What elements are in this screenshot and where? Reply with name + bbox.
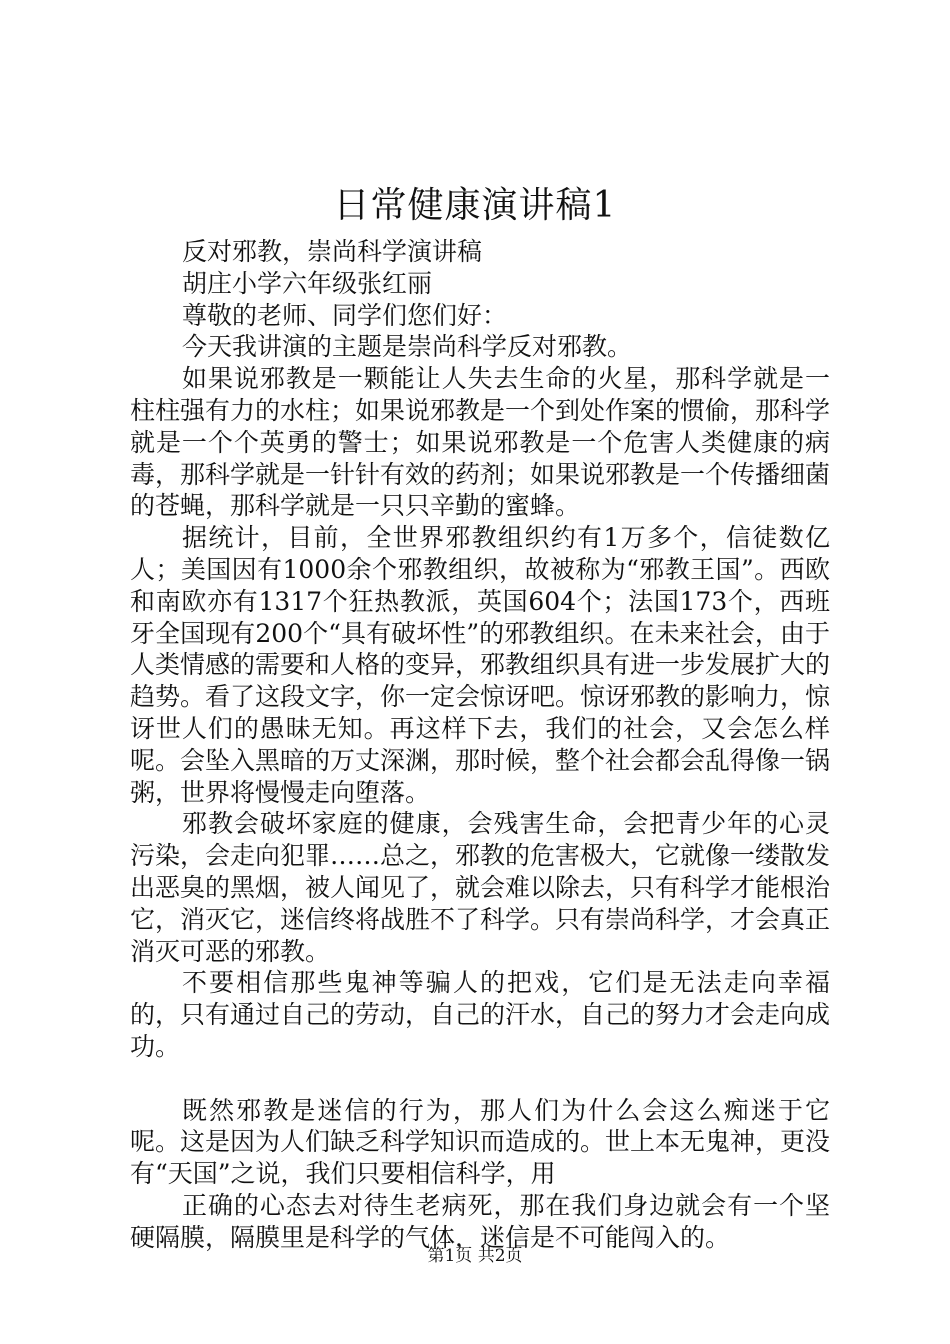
- page-footer: 第1页 共2页: [427, 1246, 523, 1266]
- paragraph-greeting: 尊敬的老师、同学们您们好：: [182, 300, 508, 330]
- paragraph-statistics: 据统计，目前，全世界邪教组织约有1万多个，信徒数亿人；美国因有1000余个邪教组织，故被称为“邪教王国”。西欧和南欧亦有1317个狂热教派，英国604个；法国173个，西班牙全国现有200个“具有破坏性”的邪教组织。在未来社会，由于人类情感的需要和人格的变异，邪教组织具有进一步发展扩大的趋势。看了这段文字，你一定会惊讶吧。惊讶邪教的影响力，惊讶世人们的愚昧无知。再这样下去，我们的社会，又会怎么样呢。会坠入黑暗的万丈深渊，那时候，整个社会都会乱得像一锅粥，世界将慢慢走向堕落。: [130, 523, 831, 807]
- paragraph-reason: 既然邪教是迷信的行为，那人们为什么会这么痴迷于它呢。这是因为人们缺乏科学知识而造成的。世上本无鬼神，更没有“天国”之说，我们只要相信科学，用: [130, 1095, 831, 1189]
- paragraph-speech-topic: 反对邪教，崇尚科学演讲稿: [182, 237, 483, 266]
- paragraph-metaphors: 如果说邪教是一颗能让人失去生命的火星，那科学就是一柱柱强有力的水柱；如果说邪教是一个到处作案的惯偷，那科学就是一个个英勇的警士；如果说邪教是一个危害人类健康的病毒，那科学就是一针针有效的药剂；如果说邪教是一个传播细菌的苍蝇，那科学就是一只只辛勤的蜜蜂。: [130, 364, 831, 521]
- paragraph-advice: 不要相信那些鬼神等骗人的把戏，它们是无法走向幸福的，只有通过自己的劳动，自己的汗水，自己的努力才会走向成功。: [130, 968, 831, 1061]
- document-body: [130, 236, 830, 1254]
- paragraph-spacer: [130, 1063, 830, 1095]
- document-title: 日常健康演讲稿1: [333, 185, 617, 226]
- paragraph-conclusion: 正确的心态去对待生老病死，那在我们身边就会有一个坚硬隔膜，隔膜里是科学的气体，迷信是不可能闯入的。: [130, 1190, 830, 1252]
- paragraph-harm: 邪教会破坏家庭的健康，会残害生命，会把青少年的心灵污染，会走向犯罪……总之，邪教的危害极大，它就像一缕散发出恶臭的黑烟，被人闻见了，就会难以除去，只有科学才能根治它，消灭它，迷信终将战胜不了科学。只有崇尚科学，才会真正消灭可恶的邪教。: [130, 809, 831, 966]
- paragraph-theme: 今天我讲演的主题是崇尚科学反对邪教。: [182, 332, 633, 362]
- paragraph-author: 胡庄小学六年级张红丽: [182, 268, 433, 298]
